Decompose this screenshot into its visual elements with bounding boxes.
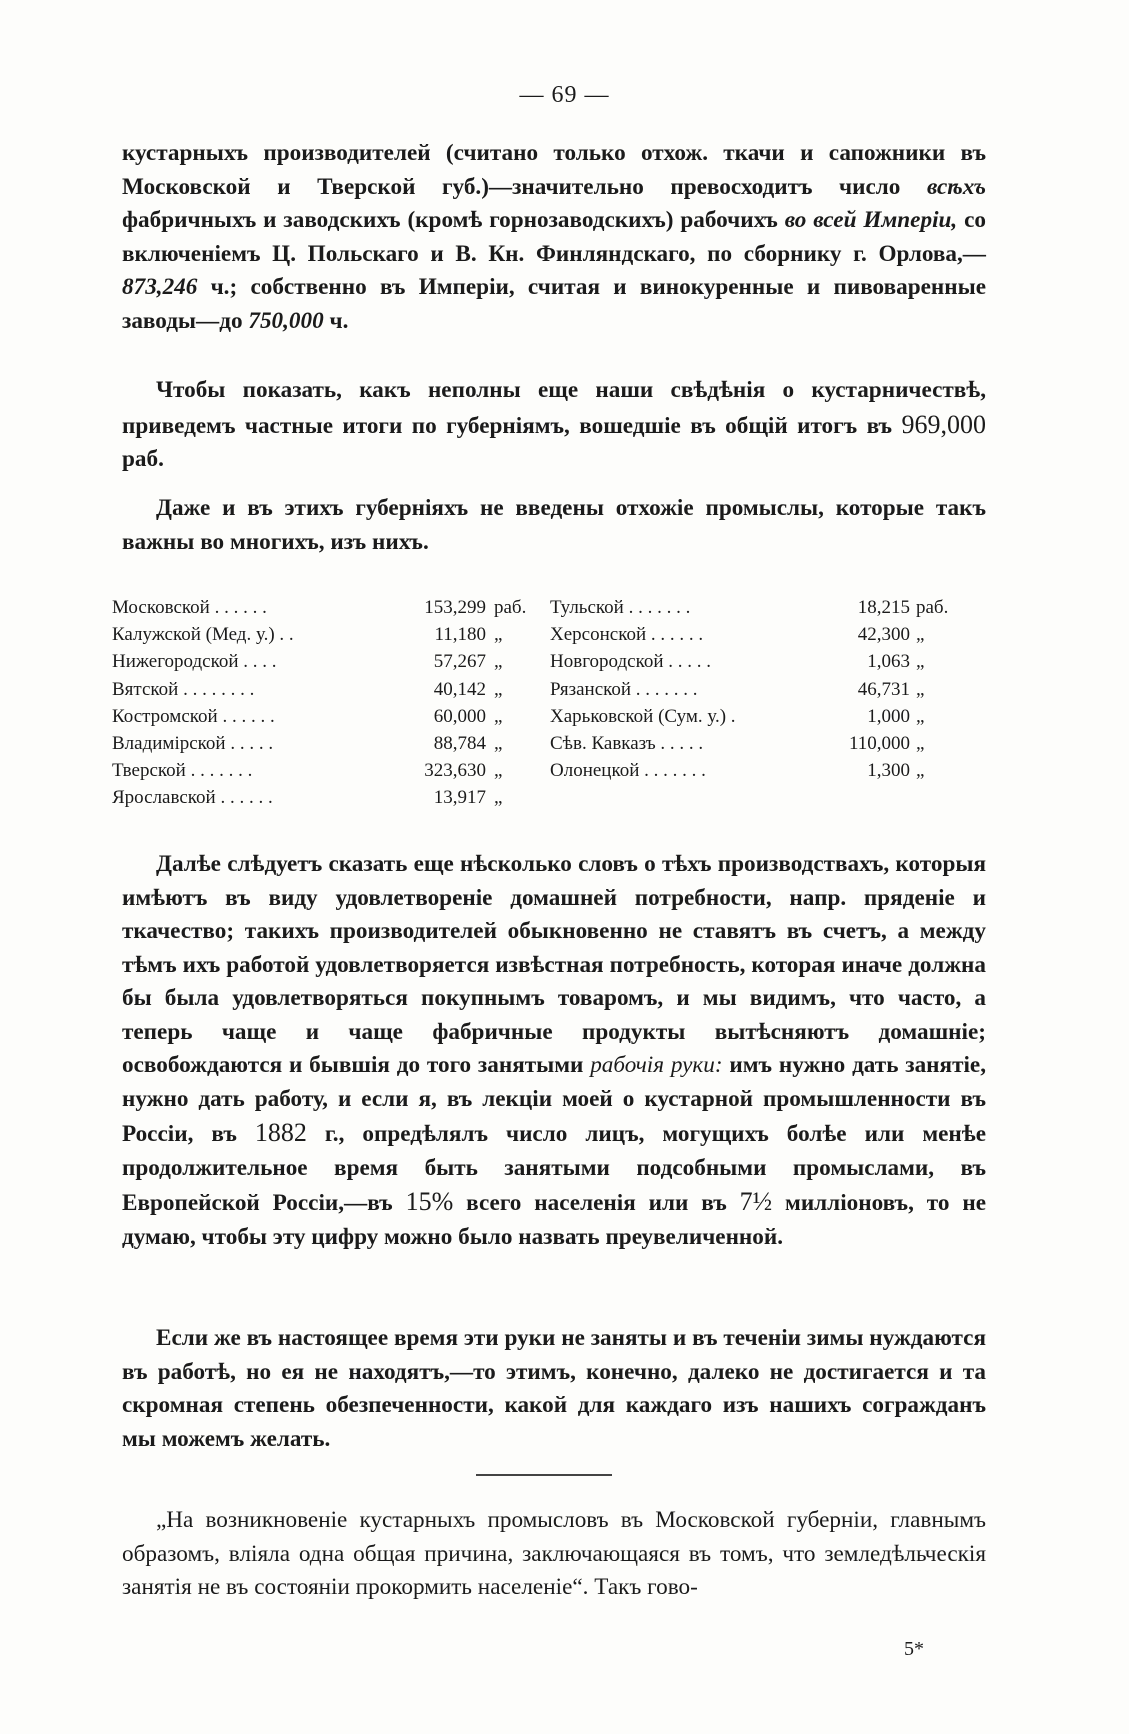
worker-count: 57,267 [433,651,486,673]
worker-count: 153,299 [424,597,486,618]
table-row [550,621,970,648]
province-name: Херсонской . . . . . . [550,624,704,646]
p1-text-1: кустарныхъ производителей (считано только отхож. ткачи и сапожники въ Московской и Тверской губ.)—значительно превосходитъ число [122,140,986,200]
paragraph-4 [122,848,986,1254]
p2-text-1: Чтобы показать, какъ неполны еще наши свѣдѣнія о кустарничествѣ, приведемъ частные итоги по губерніямъ, вошедшіе въ общій итогъ въ [122,377,986,439]
table-row [112,703,532,730]
worker-count: 42,300 [857,624,910,646]
ditto-mark: „ [494,624,503,646]
unit-label: раб. [494,597,527,618]
ditto-mark: „ [494,651,503,673]
worker-count: 88,784 [433,732,486,754]
worker-count: 60,000 [433,705,486,727]
province-name: Рязанской . . . . . . . [550,678,698,700]
p4-text-5: милліоновъ, то не думаю, чтобы эту цифру можно было назвать преувеличенной. [122,1190,986,1250]
p1-italic-2: во всей Имперіи, [784,207,958,233]
province-name: Московской . . . . . . [112,597,267,618]
table-row [550,730,970,757]
table-row [550,676,970,703]
table-row [550,757,970,784]
p4-fraction: 7½ [739,1187,773,1216]
paragraph-1 [122,137,986,338]
paragraph-3: Даже и въ этихъ губерніяхъ не введены отхожіе промыслы, которые такъ важны во многихъ, изъ нихъ. [122,495,986,555]
ditto-mark: „ [494,678,503,700]
table-row [112,594,532,621]
worker-count: 1,063 [867,651,910,673]
worker-count: 110,000 [848,732,910,754]
province-name: Новгородской . . . . . [550,651,711,673]
province-name: Владимірской . . . . . [112,732,274,754]
ditto-mark: „ [916,678,925,700]
p4-text-2: имъ нужно дать занятіе, нужно дать работу, и если я, въ лекціи моей о кустарной промышленности въ Россіи, въ [122,1052,986,1147]
province-name: Калужской (Мед. у.) . . [112,624,294,646]
table-row [112,730,532,757]
p4-text-3: г., опредѣлялъ число лицъ, могущихъ болѣе или менѣе продолжительное время быть занятыми подсобными промыслами, въ Европейской Россіи,—въ [122,1121,986,1216]
p4-percent: 15% [405,1187,454,1216]
worker-count: 18,215 [857,597,910,618]
province-name: Тульской . . . . . . . [550,597,691,618]
ditto-mark: „ [494,732,503,754]
ditto-mark: „ [916,760,925,782]
table-left-column [112,594,532,812]
p1-text-2: фабричныхъ и заводскихъ (кромѣ горнозаводскихъ) рабочихъ [122,207,785,233]
signature-mark: 5* [904,1638,924,1660]
province-name: Нижегородской . . . . [112,651,277,673]
p1-italic-1: всѣхъ [926,173,986,200]
province-name: Тверской . . . . . . . [112,760,253,782]
footnote-paragraph: „На возникновеніе кустарныхъ промысловъ въ Московской губерніи, главнымъ образомъ, вліяла одна общая причина, заключающаяся въ томъ, что земледѣльческія занятія не въ состояніи прокормить населеніе“. Такъ гово- [122,1507,986,1600]
province-name: Харьковской (Сум. у.) . [550,705,736,727]
table-row [112,621,532,648]
p4-italic: рабочія руки: [590,1052,723,1078]
p2-total-number: 969,000 [901,409,986,439]
ditto-mark: „ [916,651,925,673]
paragraph-2 [122,374,986,477]
table-row [550,703,970,730]
ditto-mark: „ [494,705,503,727]
table-row [550,648,970,675]
table-row [550,594,970,621]
p4-year: 1882 [254,1118,307,1147]
ditto-mark: „ [494,760,503,782]
worker-count: 13,917 [433,787,486,809]
worker-count: 1,000 [867,705,910,727]
province-name: Ярославской . . . . . . [112,787,273,809]
worker-count: 1,300 [867,760,910,782]
table-row [112,757,532,784]
worker-count: 323,630 [424,760,486,782]
p1-text-4: ч.; собственно въ Имперіи, считая и винокуренные и пивоваренные заводы—до [122,274,986,334]
ditto-mark: „ [916,624,925,646]
p2-text-2: раб. [122,446,164,472]
p1-italic-number-2: 750,000 [248,307,324,334]
table-right-column [550,594,970,784]
separator-rule [476,1474,612,1476]
page-number: — 69 — [519,82,610,108]
unit-label: раб. [916,597,949,618]
table-row [112,676,532,703]
table-row [112,648,532,675]
province-name: Олонецкой . . . . . . . [550,760,706,782]
p4-text-4: всего населенія или въ [453,1190,740,1216]
table-row [112,784,532,811]
ditto-mark: „ [494,787,503,809]
ditto-mark: „ [916,705,925,727]
worker-count: 46,731 [857,678,910,700]
worker-count: 11,180 [434,624,486,646]
worker-count: 40,142 [433,678,486,700]
province-name: Сѣв. Кавказъ . . . . . [550,732,704,754]
p1-text-5: ч. [323,307,349,334]
paragraph-5: Если же въ настоящее время эти руки не заняты и въ теченіи зимы нуждаются въ работѣ, но ея не находятъ,—то этимъ, конечно, далеко не достигается и та скромная степень обезпеченности, какой для каждаго изъ нашихъ согражданъ мы можемъ желать. [122,1325,986,1452]
province-name: Вятской . . . . . . . . [112,678,255,700]
ditto-mark: „ [916,732,925,754]
province-name: Костромской . . . . . . [112,705,275,727]
p1-italic-number-1: 873,246 [122,274,198,300]
p1-text-3: со включеніемъ Ц. Польскаго и В. Кн. Финляндскаго, по сборнику г. Орлова,— [122,207,986,267]
p4-text-1: Далѣе слѣдуетъ сказать еще нѣсколько словъ о тѣхъ производствахъ, которыя имѣютъ въ виду удовлетвореніе домашней потребности, напр. пряденіе и ткачество; такихъ производителей обыкновенно не ставятъ въ счетъ, а между тѣмъ ихъ работой удовлетворяется извѣстная потребность, которая иначе должна бы была удовлетворяться покупнымъ товаромъ, и мы видимъ, что часто, а теперь чаще и чаще фабричные продукты вытѣсняютъ домашніе; освобождаются и бывшія до того занятыми [122,851,986,1078]
